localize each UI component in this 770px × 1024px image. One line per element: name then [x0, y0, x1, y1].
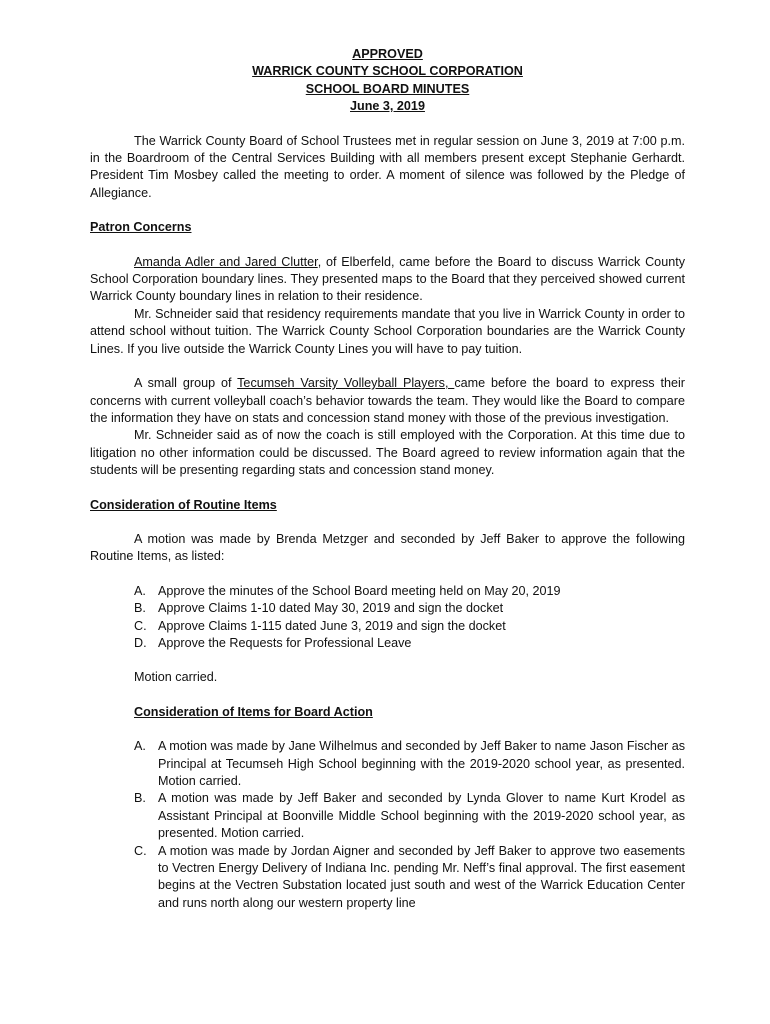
list-item: C. Approve Claims 1-115 dated June 3, 2019 and sign the docket — [134, 618, 506, 633]
list-item: B. A motion was made by Jeff Baker and seconded by Lynda Glover to name Kurt Krodel as Assistant Principal at Boonville Middle School beginning with the 2019-2020 school year, as presented. Motion carried. — [134, 791, 685, 841]
routine-items-list — [90, 583, 685, 653]
board-action-list — [90, 738, 685, 912]
minutes-page — [90, 46, 685, 912]
patron-text-3: came before the board to express their concerns with current volleyball coach’s behavior towards the team. They would like the Board to compare the information they have on stats and concession stand money with those of the previous investigation. — [90, 376, 685, 425]
board-action-heading-wrap — [90, 704, 685, 721]
list-item: B. Approve Claims 1-10 dated May 30, 2019 and sign the docket — [134, 601, 504, 616]
meeting-date: June 3, 2019 — [350, 99, 425, 114]
organization-title: WARRICK COUNTY SCHOOL CORPORATION — [252, 64, 523, 79]
patron-concerns-heading: Patron Concerns — [90, 220, 192, 235]
routine-motion: A motion was made by Brenda Metzger and seconded by Jeff Baker to approve the following Routine Items, as listed: — [90, 531, 685, 564]
document-title: SCHOOL BOARD MINUTES — [305, 81, 470, 96]
intro-paragraph: The Warrick County Board of School Trustees met in regular session on June 3, 2019 at 7:00 p.m. in the Boardroom of the Central Services Building with all members present except Stephanie Gerhardt. President Tim Mosbey called the meeting to order. A moment of silence was followed by the Pledge of Allegiance. — [90, 133, 685, 200]
patron-paragraph-4: Mr. Schneider said as of now the coach is still employed with the Corporation. At this time due to litigation no other information could be discussed. The Board agreed to review information again that the students will be presenting regarding stats and concession stand money. — [90, 428, 685, 478]
routine-items-heading: Consideration of Routine Items — [90, 497, 277, 512]
list-item: A. Approve the minutes of the School Board meeting held on May 20, 2019 — [134, 583, 561, 598]
list-item: D. Approve the Requests for Professional Leave — [134, 635, 412, 650]
list-item: C. A motion was made by Jordan Aigner and seconded by Jeff Baker to approve two easements to Vectren Energy Delivery of Indiana Inc. pending Mr. Neff’s final approval. The first easement begins at the Vectren Substation located just south and west of the Warrick Education Center and runs north along our western property line — [134, 843, 685, 910]
patron-names-3: Tecumseh Varsity Volleyball Players, — [237, 376, 455, 391]
patron-paragraph-3 — [90, 375, 685, 427]
patron-text-1: , of Elberfeld, came before the Board to discuss Warrick County School Corporation boundary lines. They presented maps to the Board that they perceived showed current Warrick County boundary lines in relation to their residence. — [90, 254, 685, 304]
motion-carried: Motion carried. — [134, 670, 218, 685]
patron-paragraph-1 — [90, 254, 685, 306]
approved-label: APPROVED — [352, 47, 423, 61]
list-item: A. A motion was made by Jane Wilhelmus and seconded by Jeff Baker to name Jason Fischer as Principal at Tecumseh High School beginning with the 2019-2020 school year, as presented. Motion carried. — [134, 739, 685, 788]
patron-names-1: Amanda Adler and Jared Clutter — [134, 254, 318, 269]
board-action-heading: Consideration of Items for Board Action — [134, 704, 373, 719]
patron-paragraph-2: Mr. Schneider said that residency requirements mandate that you live in Warrick County in order to attend school without tuition. The Warrick County School Corporation boundaries are the Warrick County Lines. If you live outside the Warrick County Lines you will have to pay tuition. — [90, 306, 685, 356]
patron-text-3-pre: A small group of — [134, 376, 238, 391]
